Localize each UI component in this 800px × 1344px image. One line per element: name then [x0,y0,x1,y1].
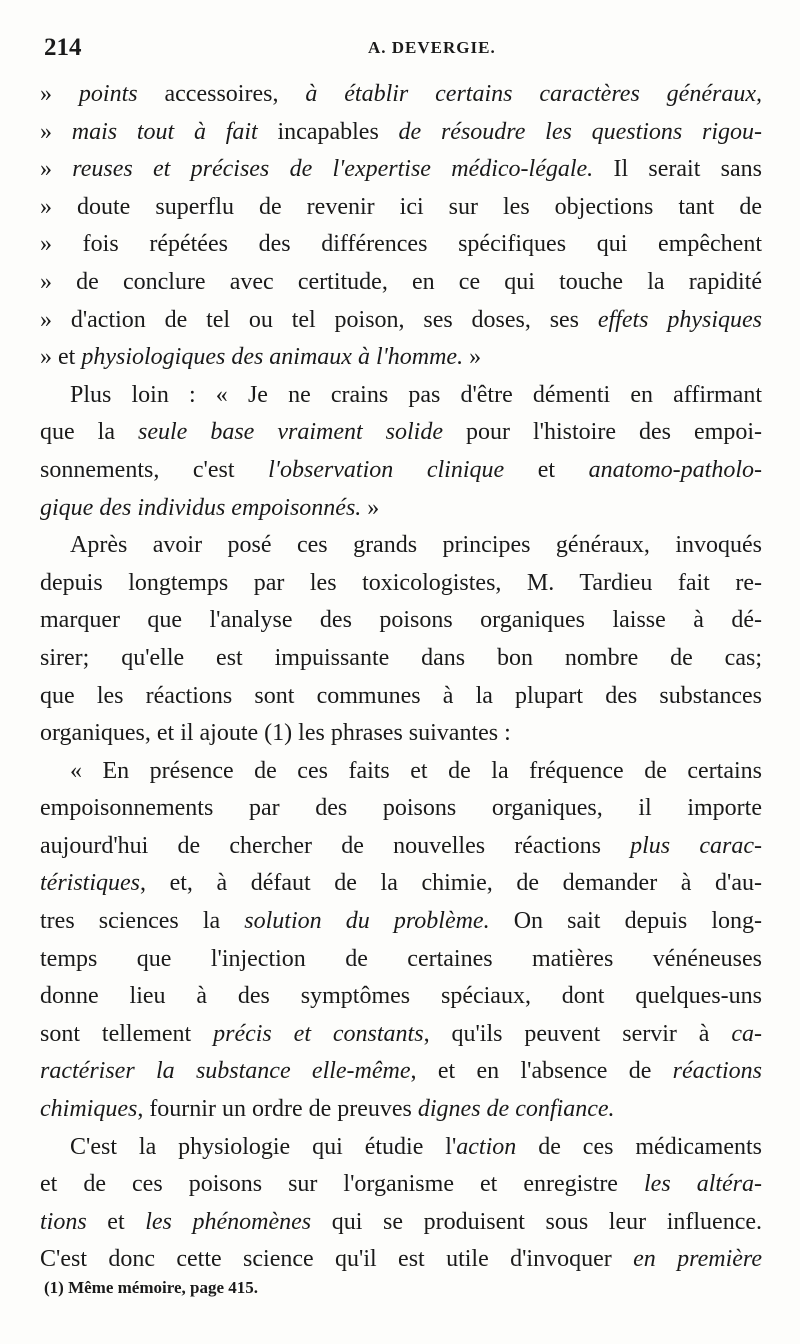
text-run: » de conclure avec certitude, en ce qui touche la rapidité [40,268,762,295]
page-number: 214 [44,34,82,61]
text-run: et [504,456,589,483]
italic-run: de résoudre les questions rigou- [398,118,762,145]
text-line [40,1166,762,1204]
italic-run: réactions [672,1058,762,1085]
text-line [40,189,762,227]
text-run: « En présence de ces faits et de la fréquence de certains [70,757,762,784]
text-run: , et, à défaut de la chimie, de demander à d'au- [140,870,762,897]
italic-run: précis et constants [213,1020,424,1047]
text-line [40,602,762,640]
italic-run: solution du problème. [244,908,490,935]
text-line [40,1016,762,1054]
text-run: » fois répétées des différences spécifiques qui empêchent [40,231,762,258]
text-line [40,151,762,189]
italic-run: en première [633,1246,762,1273]
text-run: , fournir un ordre de preuves [137,1096,418,1123]
text-run: » d'action de tel ou tel poison, ses doses, ses [40,306,598,333]
text-line [40,114,762,152]
italic-run: l'observation clinique [268,456,505,483]
text-run: » [40,118,72,145]
italic-run: physiologiques des animaux à l'homme. [81,344,464,371]
italic-run: ca- [731,1020,762,1047]
body-text [40,76,762,1279]
text-line [40,1204,762,1242]
text-run: » [40,81,79,107]
text-line [40,452,762,490]
text-run: pour l'histoire des empoi- [442,419,762,446]
text-run: depuis longtemps par les toxicologistes, M. Tardieu fait re- [40,569,762,596]
page-header [40,34,760,74]
italic-run: seule base vraiment solide [138,419,443,446]
text-run: On sait depuis long- [489,908,762,935]
italic-run: les phénomènes [145,1208,312,1235]
italic-run: anatomo-patholo- [588,456,762,483]
text-run: Après avoir posé ces grands principes généraux, invoqués [70,532,762,559]
text-run: donne lieu à des symptômes spéciaux, dont quelques-uns [40,983,762,1010]
text-run: » et [40,344,82,371]
footnote: (1) Même mémoire, page 415. [44,1278,258,1297]
text-run: sonnements, c'est [40,456,269,483]
italic-run: plus carac- [630,832,762,859]
text-run: organiques, et il ajoute (1) les phrases suivantes : [40,720,511,747]
italic-run: points [78,81,138,107]
italic-run: téristiques [40,870,140,897]
text-run: C'est la physiologie qui étudie l' [70,1133,457,1160]
text-run: incapables [257,118,399,145]
italic-run: action [456,1133,517,1160]
text-line [40,1091,762,1129]
text-line [40,377,762,415]
text-run: qui se produisent sous leur influence. [311,1208,762,1235]
running-head: A. DEVERGIE. [368,38,496,57]
text-line [40,753,762,791]
text-run: , qu'ils peuvent servir à [423,1020,732,1047]
text-line [40,978,762,1016]
text-line [40,941,762,979]
text-run: tres sciences la [40,908,245,935]
text-run: que la [40,419,138,446]
text-line [40,264,762,302]
text-run: C'est donc cette science qu'il est utile d'invoquer [40,1246,634,1273]
text-run: » [361,494,380,521]
text-line [40,339,762,377]
text-run: » [463,344,482,371]
text-line [40,903,762,941]
text-run: Il serait sans [593,156,762,183]
text-run: Plus loin : « Je ne crains pas d'être démenti en affirmant [70,381,762,408]
italic-run: reuses et précises de l'expertise médico-légale. [72,156,594,183]
text-run: marquer que l'analyse des poisons organiques laisse à dé- [40,607,762,634]
text-line [40,490,762,528]
italic-run: dignes de confiance. [417,1096,615,1123]
text-run: sont tellement [40,1020,214,1047]
text-line [40,1241,762,1279]
text-line [40,828,762,866]
italic-run: effets physiques [597,306,762,333]
text-run: de ces médicaments [516,1133,762,1160]
italic-run: ractériser la substance elle-même [40,1058,411,1085]
text-line [40,302,762,340]
text-line [40,678,762,716]
text-run: , et en l'absence de [410,1058,673,1085]
text-line [40,640,762,678]
text-line [40,1053,762,1091]
text-run: et [86,1208,146,1235]
text-run: » [40,156,73,183]
text-run: empoisonnements par des poisons organiques, il importe [40,795,762,822]
text-run: aujourd'hui de chercher de nouvelles réactions [40,832,631,859]
text-line [40,414,762,452]
text-run: et de ces poisons sur l'organisme et enregistre [40,1171,644,1198]
text-line [40,76,762,114]
italic-run: gique des individus empoisonnés. [40,494,362,521]
text-run: sirer; qu'elle est impuissante dans bon nombre de cas; [40,644,762,671]
text-line [40,790,762,828]
text-run: temps que l'injection de certaines matières vénéneuses [40,945,762,972]
text-line [40,865,762,903]
italic-run: mais tout à fait [71,118,258,145]
italic-run: chimiques [40,1096,138,1123]
text-run: » doute superflu de revenir ici sur les objections tant de [40,193,762,220]
text-line [40,1129,762,1167]
italic-run: à établir certains caractères généraux, [305,81,762,107]
italic-run: les altéra- [644,1171,762,1198]
text-line [40,527,762,565]
text-run: accessoires, [137,81,306,107]
text-run: que les réactions sont communes à la plupart des substances [40,682,762,709]
text-line [40,565,762,603]
italic-run: tions [40,1208,87,1235]
text-line [40,226,762,264]
text-line [40,715,762,753]
